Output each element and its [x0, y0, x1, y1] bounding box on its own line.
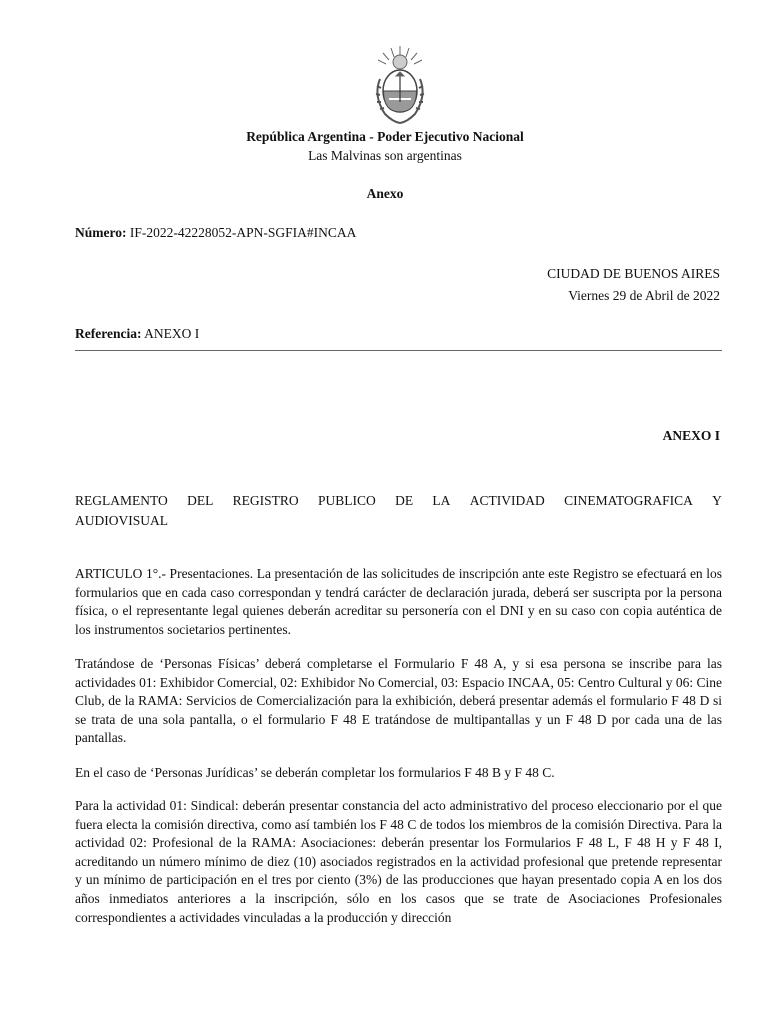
- numero-label: Número:: [75, 225, 127, 240]
- location: CIUDAD DE BUENOS AIRES: [547, 266, 720, 281]
- paragraph-article-1: ARTICULO 1°.- Presentaciones. La presentación de las solicitudes de inscripción ante este Registro se efectuará en los formularios que en cada caso correspondan y tendrá carácter de declaración jurada, deberá ser suscripta por la persona física, o el representante legal quienes deberán acreditar su personería con el DNI y en su caso con copia auténtica de los instrumentos societarios pertinentes.: [75, 566, 722, 637]
- divider-line: [75, 350, 722, 351]
- heading-line-1: [75, 492, 722, 510]
- date: Viernes 29 de Abril de 2022: [568, 288, 720, 303]
- referencia-label: Referencia:: [75, 326, 142, 341]
- paragraph-actividad-sindical: Para la actividad 01: Sindical: deberán presentar constancia del acto administrativo del proceso eleccionario por el que fuera electa la comisión directiva, como así también los F 48 C de todos los miembros de la comisión Directiva. Para la actividad 02: Profesional de la RAMA: Asociaciones: deberán presentar los Formularios F 48 L, F 48 H y F 48 I, acreditando un número mínimo de diez (10) asociados registrados en la actividad profesional que pretende representar y un mínimo de participación en el tres por ciento (3%) de las producciones que hayan presentado copia A en los dos años inmediatos anteriores a la inscripción, sólo en los casos que se trate de Asociaciones Profesionales correspondientes a actividades vinculadas a la producción y dirección: [75, 798, 722, 925]
- paragraph-personas-fisicas: Tratándose de ‘Personas Físicas’ deberá completarse el Formulario F 48 A, y si esa persona se inscribe para las actividades 01: Exhibidor Comercial, 02: Exhibidor No Comercial, 03: Espacio INCAA, 05: Centro Cultural y 06: Cine Club, de la RAMA: Servicios de Comercialización para la exhibición, deberá presentar además el formulario F 48 D si se trata de una sola pantalla, o el formulario F 48 E tratándose de multipantallas y un F 48 D por cada una de las pantallas.: [75, 656, 722, 746]
- numero-line: [75, 224, 356, 242]
- referencia-value: ANEXO I: [144, 326, 200, 341]
- heading-word: LA: [432, 493, 451, 508]
- doc-type: Anexo: [366, 186, 404, 201]
- paragraph-personas-juridicas: En el caso de ‘Personas Jurídicas’ se deberán completar los formularios F 48 B y F 48 C.: [75, 765, 555, 780]
- heading-word: CINEMATOGRAFICA: [564, 493, 693, 508]
- heading-word: ACTIVIDAD: [469, 493, 545, 508]
- coat-of-arms-seal: [369, 44, 431, 126]
- heading-line-2: AUDIOVISUAL: [75, 513, 168, 528]
- document-heading: [75, 492, 722, 530]
- heading-word: REGISTRO: [232, 493, 299, 508]
- numero-value: IF-2022-42228052-APN-SGFIA#INCAA: [129, 225, 357, 240]
- heading-word: REGLAMENTO: [75, 493, 168, 508]
- referencia-line: [75, 325, 199, 343]
- header-subtitle: Las Malvinas son argentinas: [308, 148, 462, 163]
- heading-word: DE: [395, 493, 414, 508]
- header-title: República Argentina - Poder Ejecutivo Nacional: [246, 129, 524, 144]
- annex-title: ANEXO I: [662, 428, 720, 443]
- heading-word: PUBLICO: [318, 493, 376, 508]
- heading-word: Y: [712, 493, 722, 508]
- heading-word: DEL: [187, 493, 214, 508]
